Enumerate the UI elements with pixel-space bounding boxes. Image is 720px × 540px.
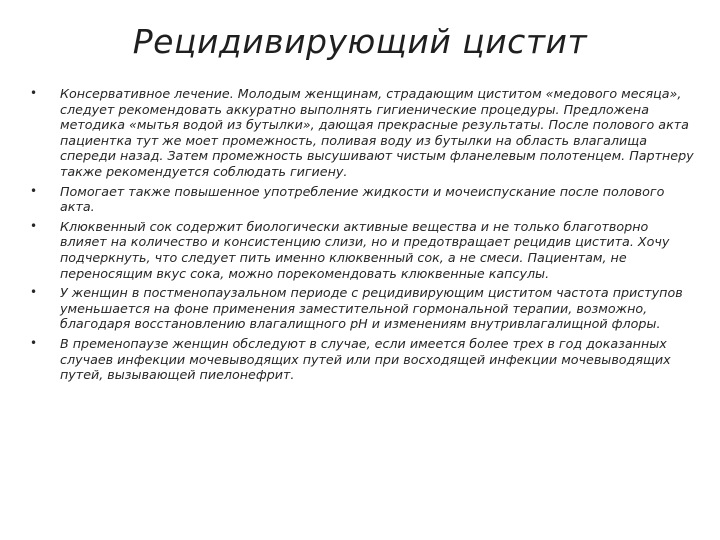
bullet-dot-icon: • [30, 335, 38, 350]
bullet-item-cranberry-juice [28, 219, 698, 281]
bullet-text: Клюквенный сок содержит биологически активные вещества и не только благотворно влияет на количество и консистенцию слизи, но и предотвращает рецидив цистита. Хочу подчеркнуть, что следует пить именно клюквенный сок, а не смеси. Пациентам, не переносящим вкус сока, можно порекомендовать клюквенные капсулы. [60, 218, 670, 281]
bullet-text: В пременопаузе женщин обследуют в случае, если имеется более трех в год доказанных случаев инфекции мочевыводящих путей или при восходящей инфекции мочевыводящих путей, вызывающей пиелонефрит. [60, 335, 671, 383]
bullet-text: Консервативное лечение. Молодым женщинам, страдающим циститом «медового месяца», следует рекомендовать аккуратно выполнять гигиенические процедуры. Предложена методика «мытья водой из бутылки», дающая прекрасные результаты. После полового акта пациентка тут же моет промежность, поливая воду из бутылки на область влагалища спереди назад. Затем промежность высушивают чистым фланелевым полотенцем. Партнеру также рекомендуется соблюдать гигиену. [60, 86, 694, 179]
bullet-dot-icon: • [30, 183, 38, 198]
bullet-text: Помогает также повышенное употребление жидкости и мочеиспускание после полового акта. [60, 183, 665, 215]
bullet-dot-icon: • [30, 285, 38, 300]
bullet-item-postmenopausal [28, 285, 698, 332]
slide-title: Рецидивирующий цистит [132, 22, 588, 61]
bullet-item-fluid-intake [28, 184, 698, 215]
bullet-dot-icon: • [30, 218, 38, 233]
bullet-item-conservative-treatment [28, 86, 698, 180]
bullet-item-premenopausal [28, 336, 698, 383]
bullet-list [28, 86, 698, 387]
bullet-text: У женщин в постменопаузальном периоде с рецидивирующим циститом частота приступов уменьшается на фоне применения заместительной гормональной терапии, возможно, благодаря восстановлению влагалищного рН и изменениям внутривлагалищной флоры. [60, 285, 683, 332]
bullet-dot-icon: • [30, 86, 38, 100]
